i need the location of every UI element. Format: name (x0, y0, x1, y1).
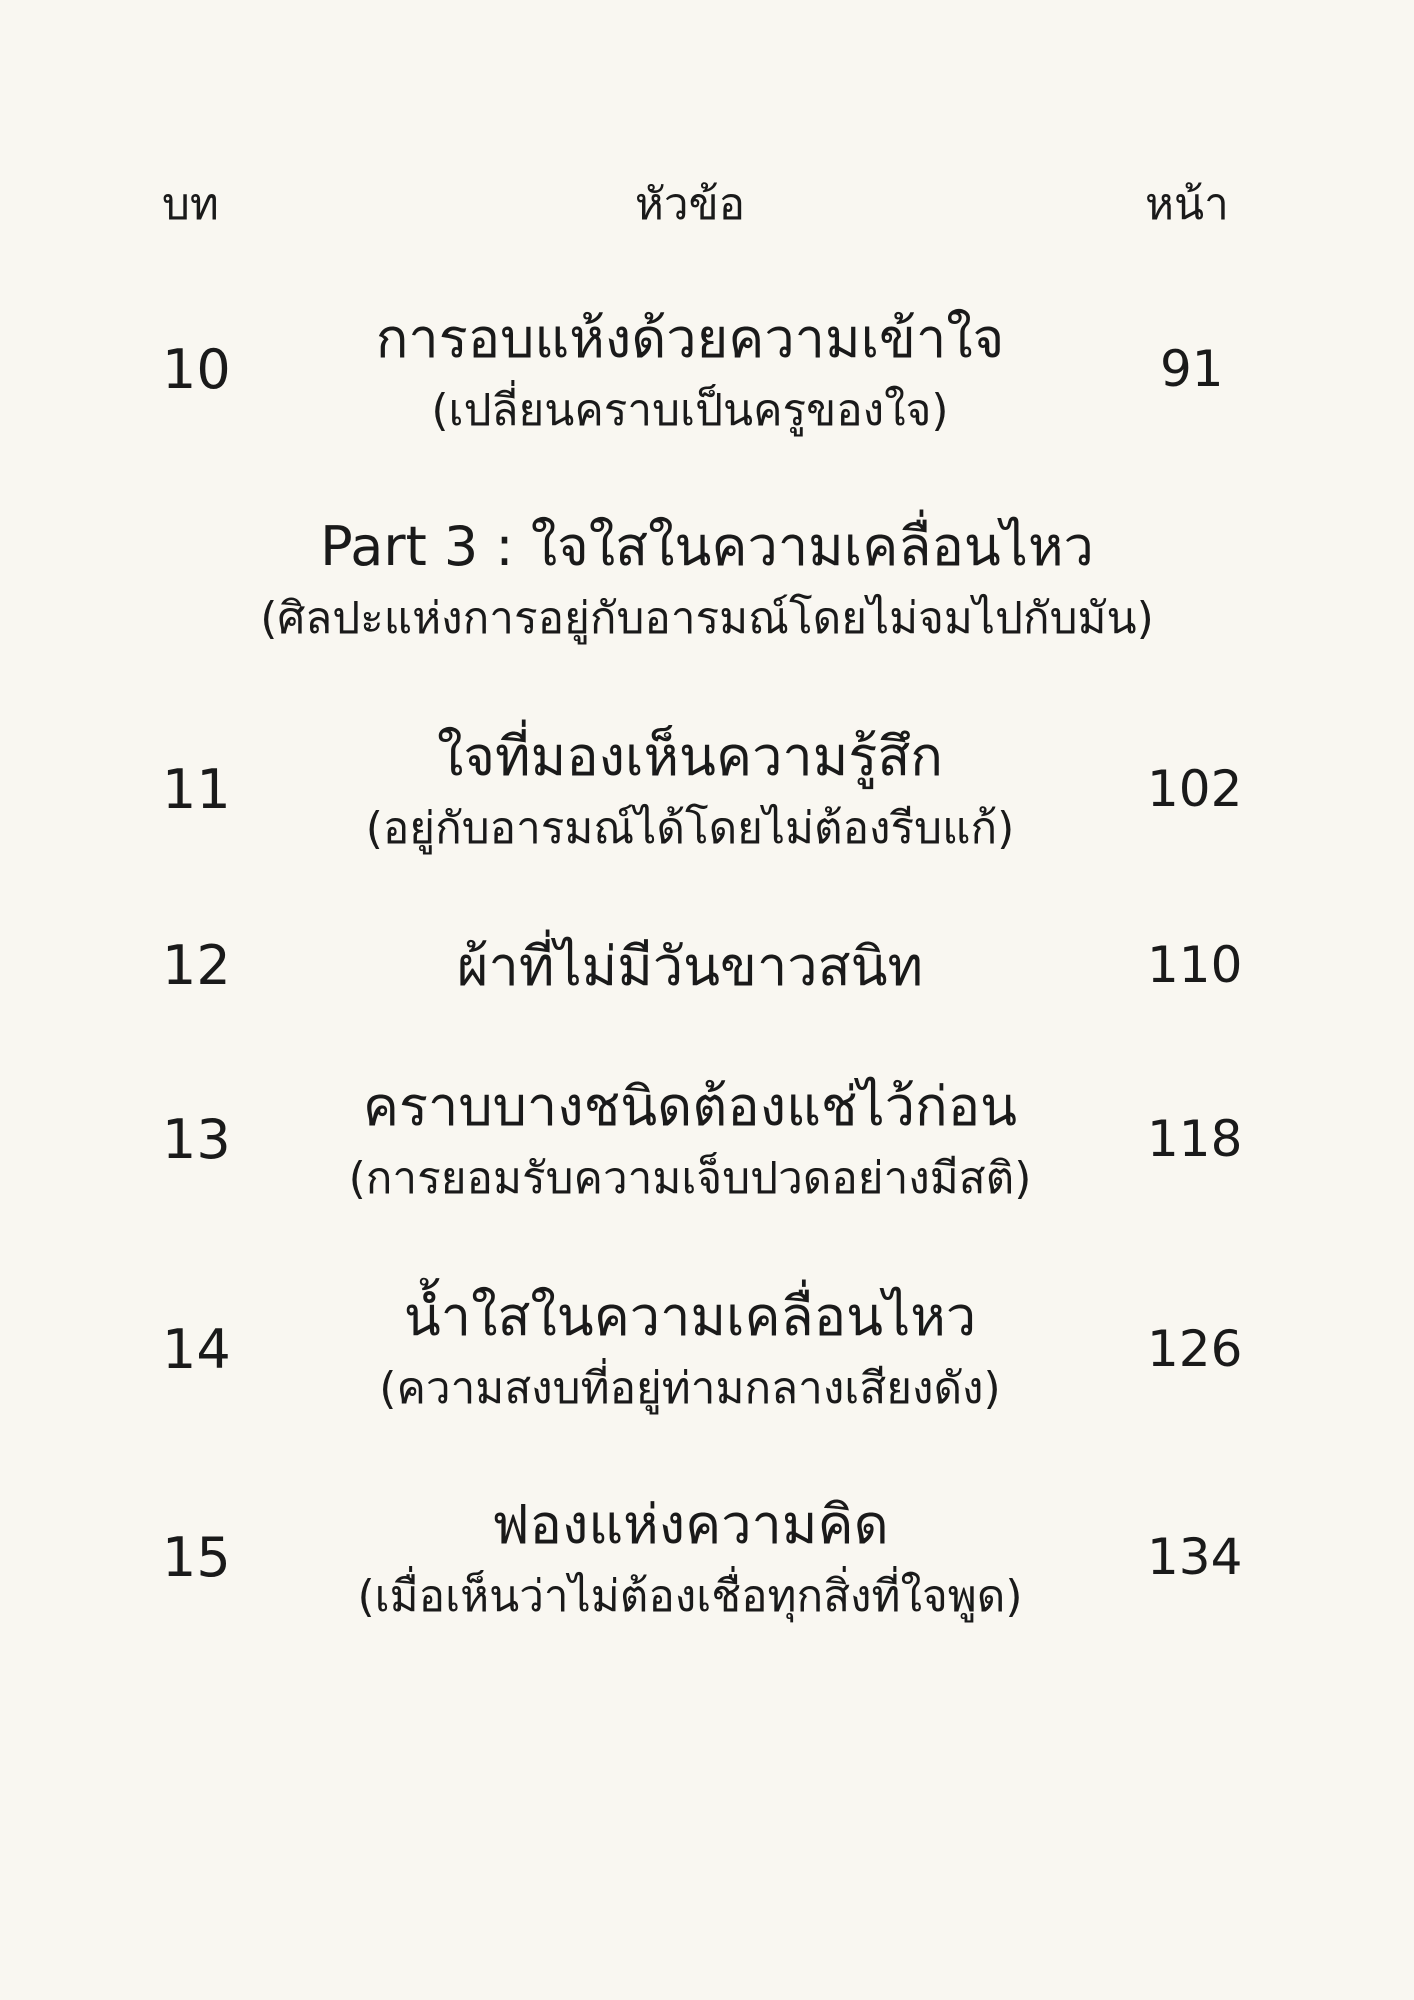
page-number: 126 (1147, 1320, 1243, 1378)
page-number: 91 (1160, 340, 1224, 398)
entry-text (290, 1068, 1090, 1212)
chapter-number: 13 (162, 1108, 231, 1171)
entry-text (290, 928, 1090, 1006)
page-column-header: หน้า (1145, 179, 1229, 230)
entry-text (290, 718, 1090, 862)
chapter-number: 12 (162, 934, 231, 997)
page-number: 102 (1147, 760, 1243, 818)
chapter-column-header: บท (162, 179, 219, 230)
chapter-number: 10 (162, 338, 231, 401)
chapter-subtitle: (การยอมรับความเจ็บปวดอย่างมีสติ) (348, 1153, 1032, 1204)
part-text (107, 508, 1307, 652)
chapter-subtitle: (ความสงบที่อยู่ท่ามกลางเสียงดัง) (379, 1363, 1001, 1414)
chapter-number: 14 (162, 1318, 231, 1381)
chapter-subtitle: (เปลี่ยนคราบเป็นครูของใจ) (431, 385, 949, 436)
page-number: 110 (1147, 936, 1243, 994)
chapter-title: การอบแห้งด้วยความเข้าใจ (375, 307, 1005, 370)
entry-text (290, 1486, 1090, 1630)
chapter-subtitle: (เมื่อเห็นว่าไม่ต้องเชื่อทุกสิ่งที่ใจพูด) (357, 1571, 1023, 1622)
chapter-number: 11 (162, 758, 231, 821)
page-number: 118 (1147, 1110, 1243, 1168)
part-subtitle: (ศิลปะแห่งการอยู่กับอารมณ์โดยไม่จมไปกับมัน) (260, 593, 1154, 644)
chapter-title: คราบบางชนิดต้องแช่ไว้ก่อน (362, 1075, 1018, 1138)
page-number: 134 (1147, 1528, 1243, 1586)
entry-text (290, 300, 1090, 444)
chapter-title: น้ำใสในความเคลื่อนไหว (403, 1285, 977, 1348)
entry-text (290, 1278, 1090, 1422)
topic-column-header: หัวข้อ (634, 179, 746, 230)
chapter-number: 15 (162, 1526, 231, 1589)
part-title: Part 3 : ใจใสในความเคลื่อนไหว (320, 515, 1094, 578)
chapter-title: ใจที่มองเห็นความรู้สึก (437, 725, 943, 788)
chapter-subtitle: (อยู่กับอารมณ์ได้โดยไม่ต้องรีบแก้) (365, 803, 1015, 854)
chapter-title: ผ้าที่ไม่มีวันขาวสนิท (456, 935, 924, 998)
toc-header (0, 172, 1414, 238)
chapter-title: ฟองแห่งความคิด (491, 1493, 889, 1556)
